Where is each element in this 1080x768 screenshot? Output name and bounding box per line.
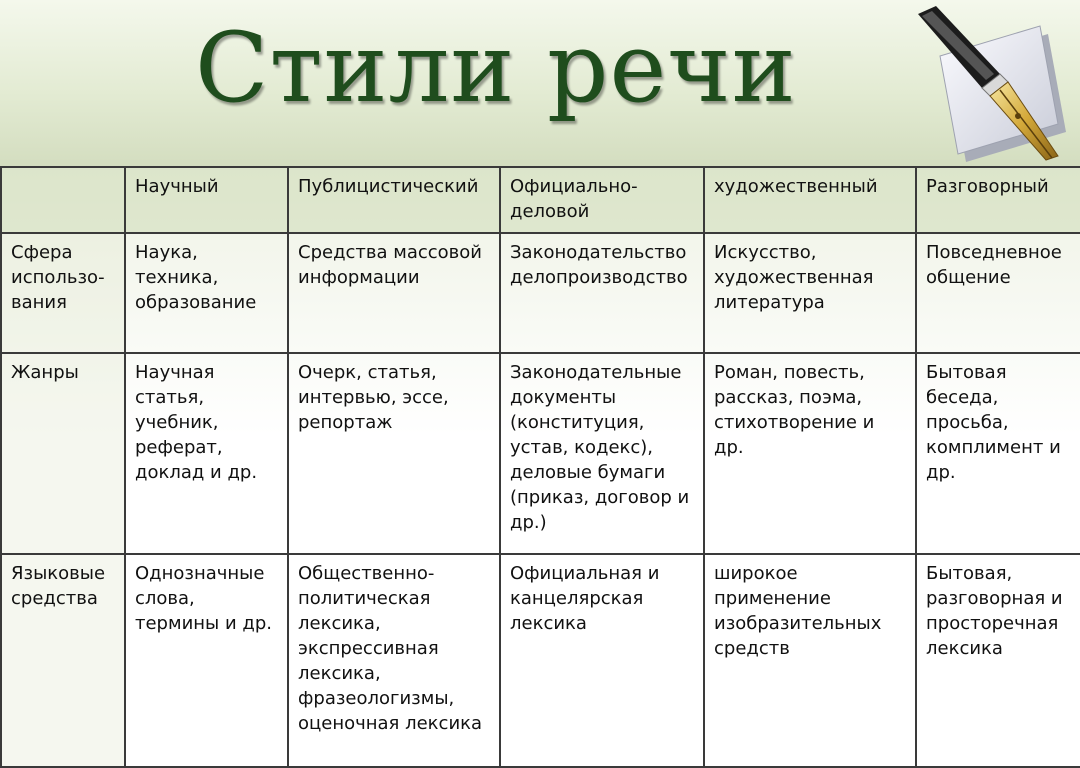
page-title: Стили речи — [195, 12, 797, 124]
table-cell: Наука, техника, образование — [125, 233, 288, 353]
column-header-empty — [1, 167, 125, 233]
row-header-sphere: Сфера использо-вания — [1, 233, 125, 353]
table-cell: Законодательные документы (конституция, устав, кодекс), деловые бумаги (приказ, договор и др.) — [500, 353, 704, 554]
column-header-artistic: художественный — [704, 167, 916, 233]
table-cell: широкое применение изобразительных средств — [704, 554, 916, 767]
table-header-row — [1, 167, 1080, 233]
table-cell: Очерк, статья, интервью, эссе, репортаж — [288, 353, 500, 554]
fountain-pen-icon — [908, 4, 1068, 164]
row-header-language-means: Языковые средства — [1, 554, 125, 767]
table-cell: Официальная и канцелярская лексика — [500, 554, 704, 767]
column-header-publicistic: Публицистический — [288, 167, 500, 233]
column-header-colloquial: Разговорный — [916, 167, 1080, 233]
table-cell: Средства массовой информации — [288, 233, 500, 353]
table-cell: Общественно-политическая лексика, экспрессивная лексика, фразеологизмы, оценочная лексика — [288, 554, 500, 767]
table-cell: Роман, повесть, рассказ, поэма, стихотворение и др. — [704, 353, 916, 554]
table-cell: Законодательство делопроизводство — [500, 233, 704, 353]
styles-table-container — [0, 166, 1080, 766]
table-row — [1, 353, 1080, 554]
speech-styles-table — [0, 166, 1080, 768]
table-row — [1, 554, 1080, 767]
table-cell: Научная статья, учебник, реферат, доклад и др. — [125, 353, 288, 554]
row-header-genres: Жанры — [1, 353, 125, 554]
table-cell: Искусство, художественная литература — [704, 233, 916, 353]
table-cell: Бытовая, разговорная и просторечная лексика — [916, 554, 1080, 767]
slide-header — [0, 0, 1080, 168]
table-row — [1, 233, 1080, 353]
column-header-official: Официально-деловой — [500, 167, 704, 233]
table-cell: Бытовая беседа, просьба, комплимент и др. — [916, 353, 1080, 554]
table-cell: Повседневное общение — [916, 233, 1080, 353]
table-cell: Однозначные слова, термины и др. — [125, 554, 288, 767]
column-header-scientific: Научный — [125, 167, 288, 233]
